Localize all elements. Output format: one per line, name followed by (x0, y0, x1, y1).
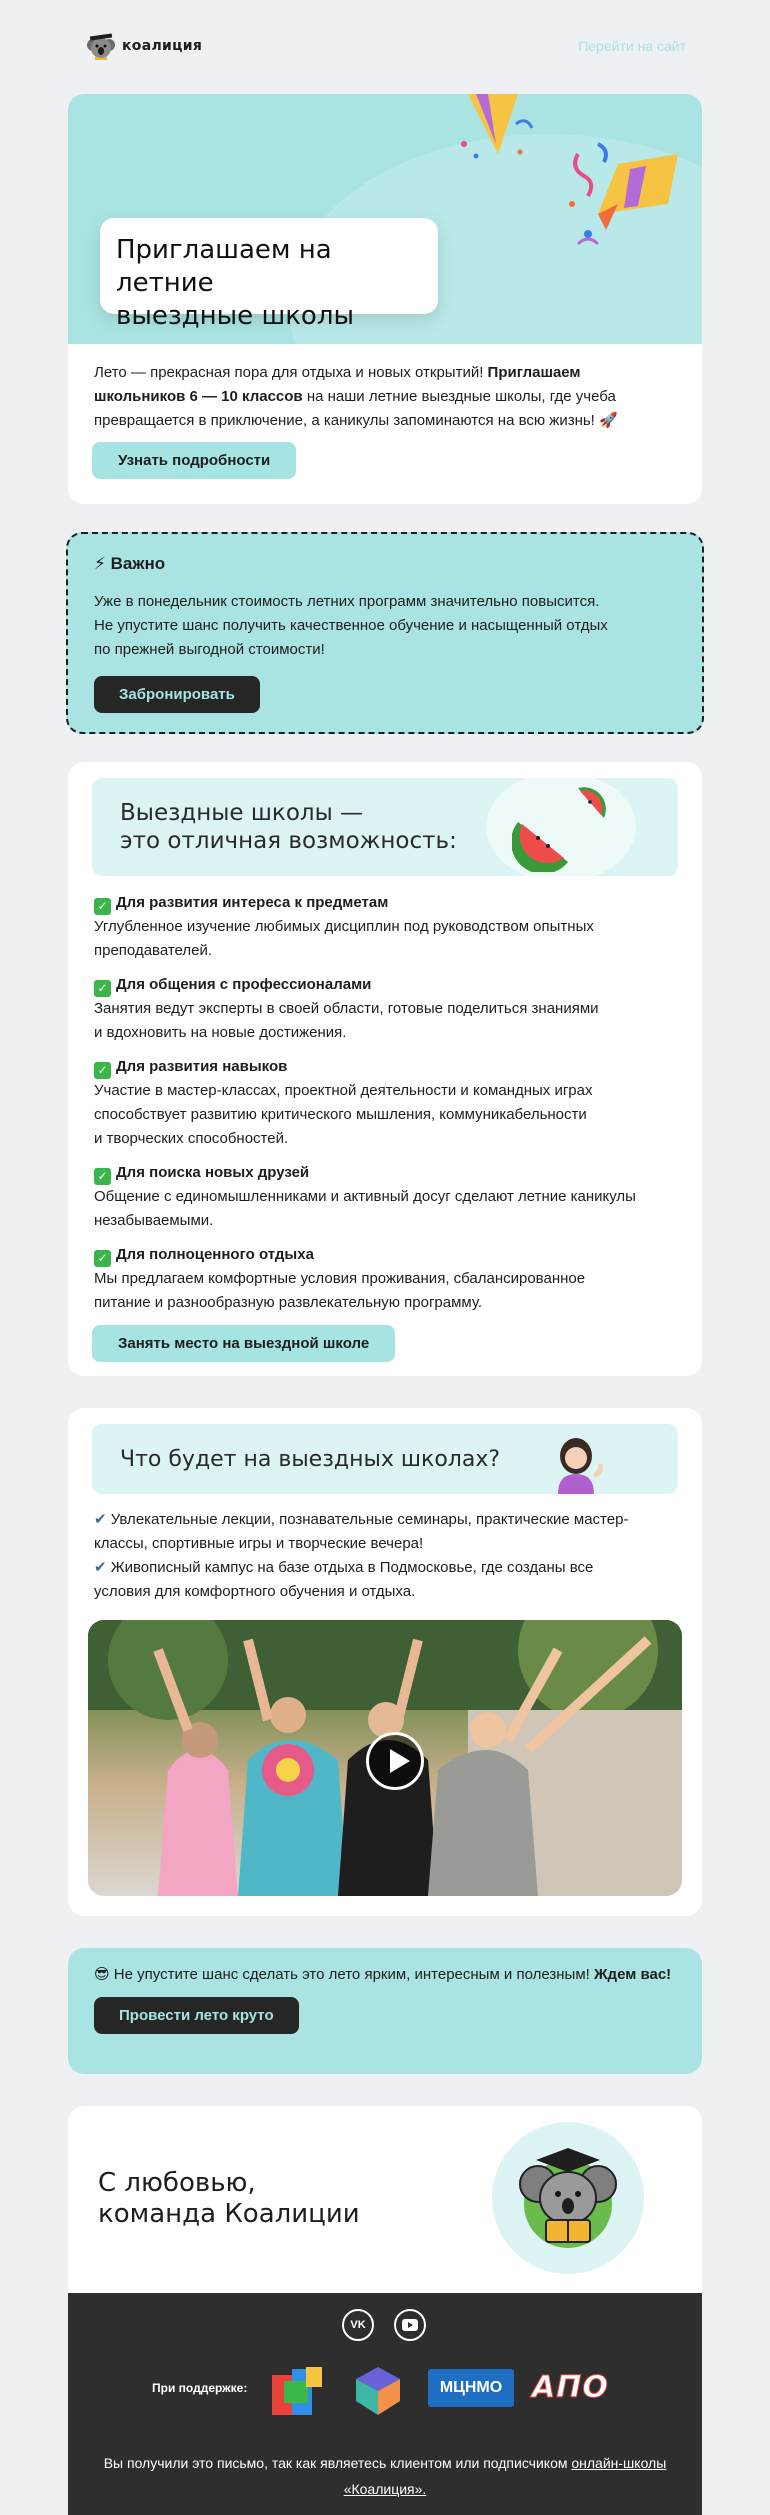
summer-cool-button[interactable]: Провести лето круто (94, 1997, 299, 2034)
important-notice (66, 532, 704, 734)
watermelon-icon (512, 782, 622, 872)
koala-logo-icon (86, 31, 116, 61)
benefit-item: ✓ Для поиска новых друзей Общение с единомышленниками и активный досуг сделают летние каникулы незабываемыми. (94, 1164, 636, 1229)
koala-mascot-icon (506, 2134, 630, 2258)
important-text: Уже в понедельник стоимость летних программ значительно повысится. Не упустите шанс получить качественное обучение и насыщенный отдых по прежней выгодной стоимости! (94, 593, 608, 658)
signoff-card (68, 2106, 702, 2296)
hero-banner (68, 94, 702, 344)
support-label: При поддержке: (152, 2381, 248, 2395)
play-icon[interactable] (366, 1732, 424, 1790)
party-popper-icon-2 (558, 134, 688, 264)
hero-title: Приглашаем на летние выездные школы (116, 235, 354, 331)
book-button[interactable]: Забронировать (94, 676, 260, 713)
youtube-glyph (396, 2311, 424, 2339)
list-item: ✔ Увлекательные лекции, познавательные семинары, практические мастер- классы, спортивные игры и творческие вечера! (94, 1511, 629, 1552)
important-title: ⚡ Важно (94, 554, 166, 573)
vk-icon[interactable]: VK (342, 2309, 374, 2341)
check-tick-icon: ✔ (94, 1559, 107, 1576)
footer-note: Вы получили это письмо, так как являетесь клиентом или подписчиком онлайн-школы «Коалиция». (103, 2455, 667, 2497)
cta-text: 😎 Не упустите шанс сделать это лето ярким, интересным и полезным! Ждем вас! (94, 1966, 672, 1983)
footer (68, 2293, 702, 2515)
checkmark-icon: ✓ (94, 898, 111, 915)
checkmark-icon: ✓ (94, 1062, 111, 1079)
benefit-item: ✓ Для полноценного отдыха Мы предлагаем комфортные условия проживания, сбалансированное питание и разнообразную развлекательную программу. (94, 1246, 586, 1311)
take-place-button[interactable]: Занять место на выездной школе (92, 1325, 395, 1362)
video-thumbnail[interactable] (88, 1620, 682, 1896)
cta-card (68, 1948, 702, 2074)
program-card (68, 1408, 702, 1916)
benefits-card (68, 762, 702, 1376)
party-popper-icon (458, 94, 538, 174)
benefit-item: ✓ Для общения с профессионалами Занятия ведут эксперты в своей области, готовые поделиться знаниями и вдохновить на новые достижения. (94, 976, 599, 1041)
checkmark-icon: ✓ (94, 1168, 111, 1185)
list-item: ✔ Живописный кампус на базе отдыха в Подмосковье, где созданы все условия для комфортного обучения и отдыха. (94, 1559, 594, 1600)
checkmark-icon: ✓ (94, 1250, 111, 1267)
hero-text: Лето — прекрасная пора для отдыха и новых открытий! Приглашаем школьников 6 — 10 классов на наши летние выездные школы, где учеба превращается в приключение, а каникулы запоминаются на всю жизнь! 🚀 (94, 364, 618, 429)
program-title: Что будет на выездных школах? (120, 1447, 501, 1472)
logo-text: коалиция (122, 38, 203, 54)
go-to-site-link[interactable]: Перейти на сайт (578, 38, 686, 54)
hero-card (68, 94, 702, 504)
partner-logo-cube-icon[interactable] (270, 2365, 326, 2417)
check-tick-icon: ✔ (94, 1511, 107, 1528)
header (0, 0, 770, 92)
benefits-header (92, 778, 678, 876)
learn-more-button[interactable]: Узнать подробности (92, 442, 296, 479)
benefit-item: ✓ Для развития навыков Участие в мастер-классах, проектной деятельности и командных играх способствует развитию критического мышления, коммуникабельности и творческих способностей. (94, 1058, 593, 1147)
partner-logo-mcnmo[interactable]: МЦНМО (428, 2369, 514, 2407)
program-list (68, 1494, 702, 1604)
youtube-icon[interactable] (394, 2309, 426, 2341)
hero-title-box (100, 218, 438, 331)
partner-logo-shapes-icon[interactable] (350, 2365, 406, 2417)
checkmark-icon: ✓ (94, 980, 111, 997)
partner-logo-apo[interactable]: АПО (532, 2370, 609, 2405)
program-header (92, 1424, 678, 1494)
girl-emoji-icon (544, 1430, 608, 1494)
signoff-text: С любовью, команда Коалиции (98, 2168, 360, 2229)
school-link[interactable]: онлайн-школы «Коалиция». (343, 2455, 667, 2497)
benefits-title: Выездные школы — это отличная возможность: (120, 800, 457, 854)
benefit-item: ✓ Для развития интереса к предметам Углубленное изучение любимых дисциплин под руководством опытных преподавателей. (94, 894, 594, 959)
logo[interactable] (86, 31, 202, 61)
